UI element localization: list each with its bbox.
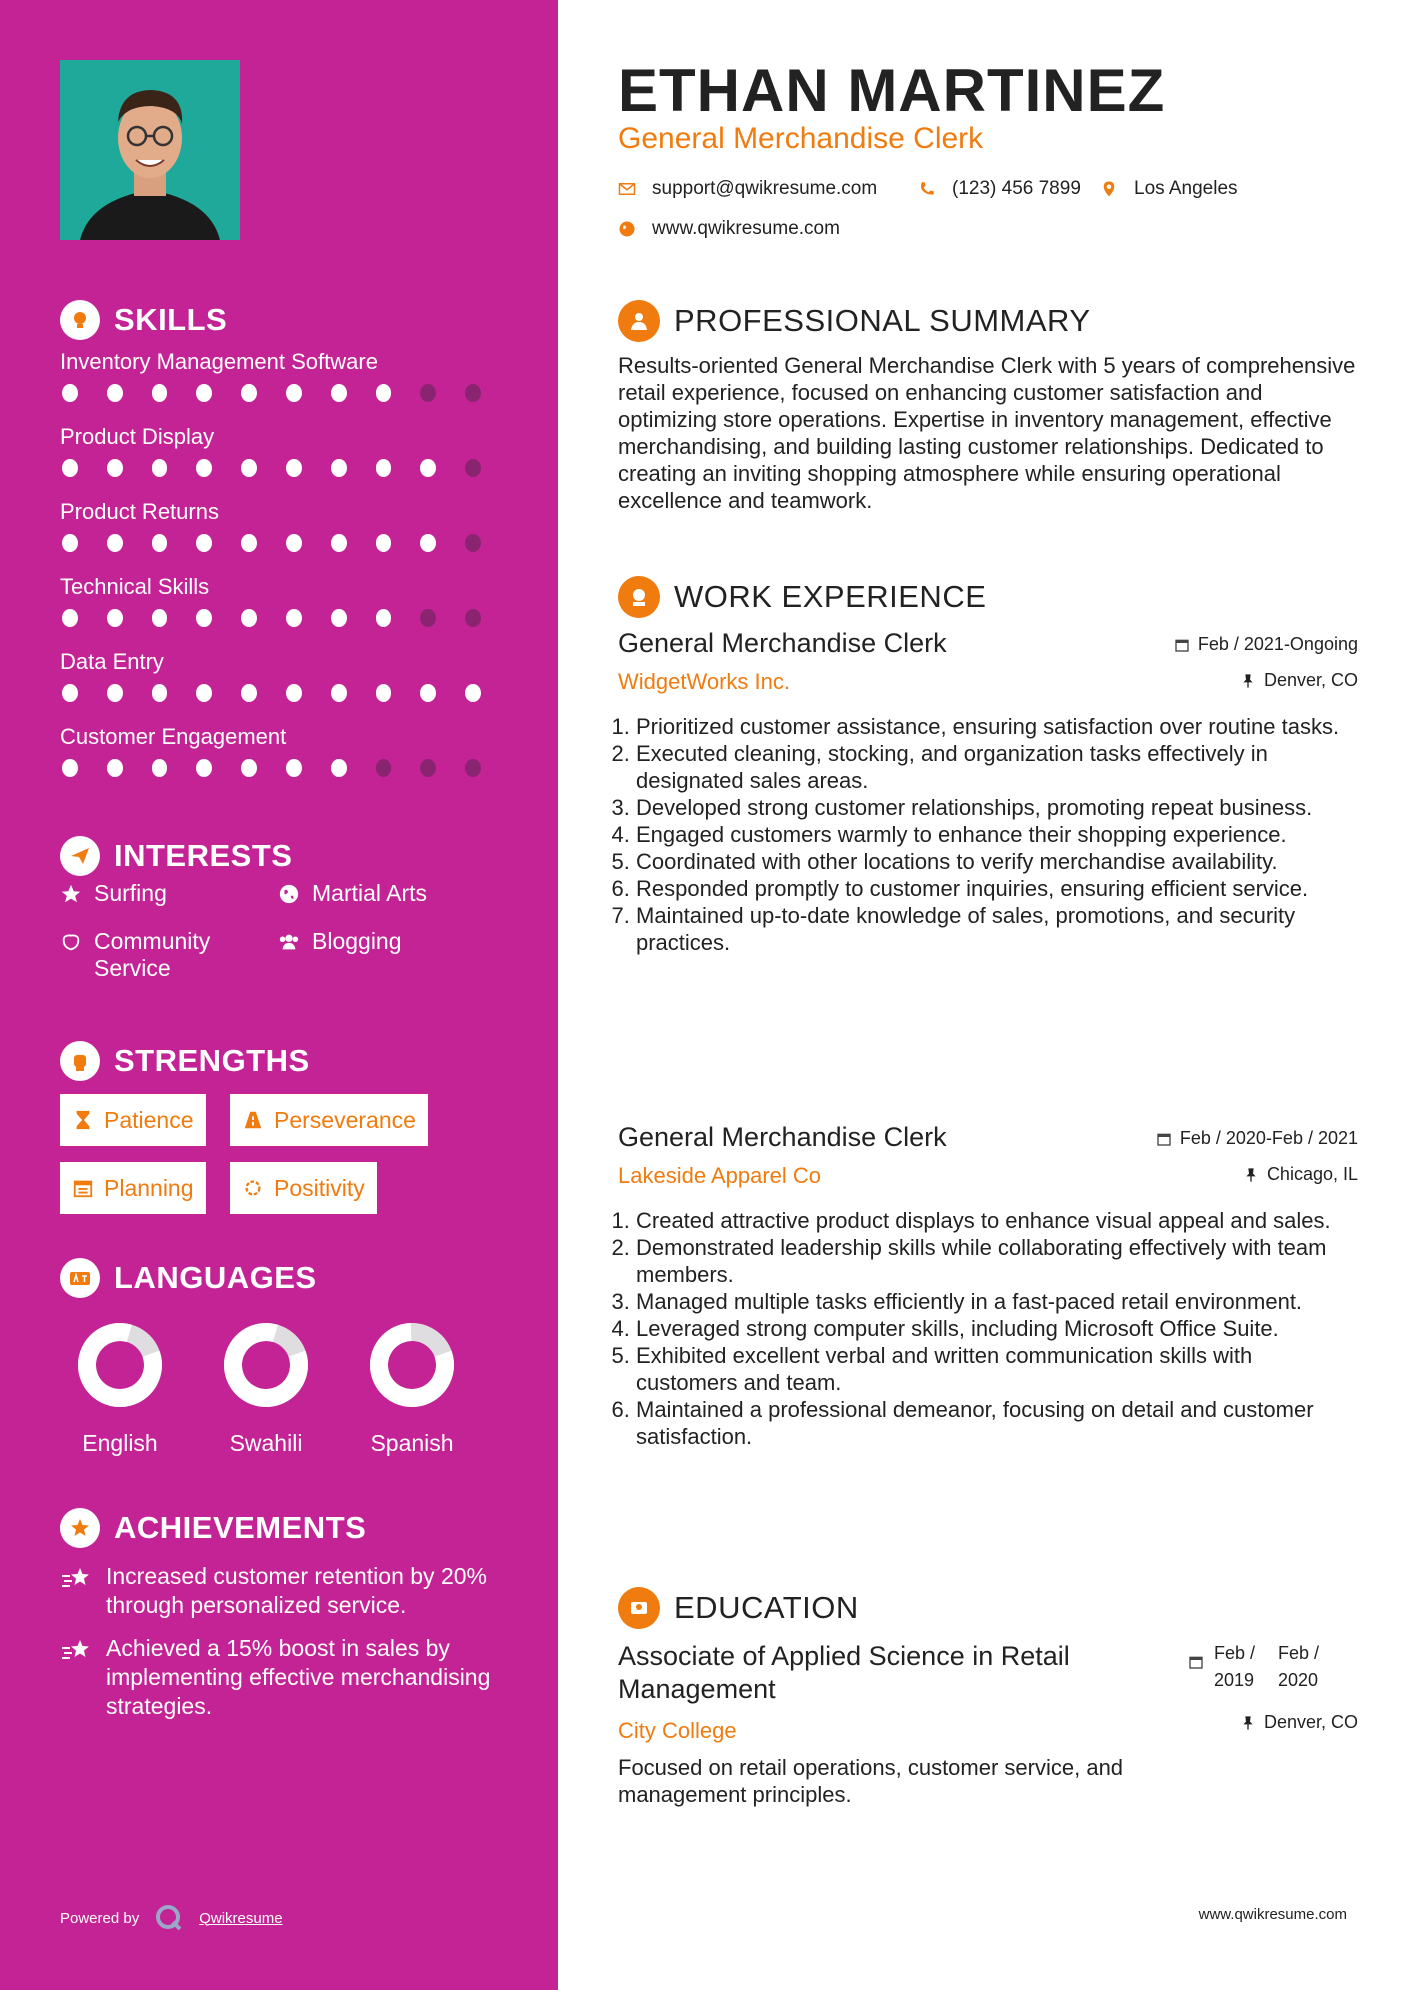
- skill-dot-filled: [241, 609, 257, 627]
- contact-location: [1100, 178, 1238, 200]
- strengths-title: STRENGTHS: [114, 1043, 310, 1078]
- powered-by: [60, 1902, 283, 1934]
- skill-dot-filled: [286, 609, 302, 627]
- pushpin-icon: [1240, 673, 1256, 689]
- job-bullet: 3. Managed multiple tasks efficiently in a fast-paced retail environment.: [636, 1288, 1358, 1315]
- achievement-item: [60, 1634, 500, 1721]
- skill-dot-filled: [196, 384, 212, 402]
- skill-dot-filled: [241, 459, 257, 477]
- location-text: Los Angeles: [1134, 178, 1238, 199]
- job-bullet: 4. Engaged customers warmly to enhance their shopping experience.: [636, 821, 1358, 848]
- skills-title: SKILLS: [114, 302, 228, 337]
- skill-dot-filled: [196, 534, 212, 552]
- education-entry: [618, 1640, 1358, 1808]
- job-title: General Merchandise Clerk: [618, 628, 947, 658]
- skill-dot-empty: [420, 759, 436, 777]
- skill-dot-filled: [62, 609, 78, 627]
- skill-dot-filled: [331, 609, 347, 627]
- skill-level-dots: [60, 759, 510, 777]
- interest-item: [278, 880, 427, 907]
- shooting-star-icon: [60, 1562, 92, 1594]
- skill-dot-filled: [196, 459, 212, 477]
- powered-by-label: Powered by: [60, 1909, 140, 1927]
- skill-dot-filled: [376, 384, 392, 402]
- skill-dot-filled: [286, 534, 302, 552]
- job-location-text: Chicago, IL: [1266, 1164, 1358, 1184]
- skill-dot-filled: [62, 459, 78, 477]
- skill-dot-filled: [331, 759, 347, 777]
- main-content: [558, 0, 1407, 1990]
- summary-text: Results-oriented General Merchandise Clerk with 5 years of comprehensive retail experience, focused on enhancing customer satisfaction and optimizing store operations. Expertise in inventory management, effective merchandising, and building lasting customer relationships. Dedicated to creating an inviting shopping atmosphere while ensuring operational excellence and teamwork.: [618, 353, 1356, 513]
- interest-label: Community Service: [94, 928, 211, 981]
- profile-photo: [60, 60, 240, 240]
- skill-level-dots: [60, 459, 510, 477]
- education-title: EDUCATION: [674, 1590, 859, 1625]
- skill-level-dots: [60, 609, 510, 627]
- qwikresume-logo-icon: [153, 1902, 185, 1934]
- skill-dot-filled: [331, 384, 347, 402]
- job-bullets: [618, 1207, 1358, 1450]
- achievement-text: Increased customer retention by 20% through personalized service.: [106, 1563, 487, 1618]
- skill-level-dots: [60, 384, 510, 402]
- experience-title: WORK EXPERIENCE: [674, 579, 987, 614]
- sun-icon: [242, 1177, 264, 1199]
- education-location-text: Denver, CO: [1263, 1712, 1358, 1732]
- skill-item: [60, 423, 510, 498]
- job-bullet: 2. Demonstrated leadership skills while collaborating effectively with team members.: [636, 1234, 1358, 1288]
- skill-dot-filled: [376, 684, 392, 702]
- achievements-title: ACHIEVEMENTS: [114, 1510, 367, 1545]
- strength-label: Planning: [104, 1174, 194, 1201]
- skill-dot-filled: [286, 684, 302, 702]
- skill-dot-filled: [420, 684, 436, 702]
- sidebar: [0, 0, 558, 1990]
- pushpin-icon: [1240, 1715, 1256, 1731]
- skill-dot-filled: [420, 534, 436, 552]
- skill-dot-filled: [107, 459, 123, 477]
- phone-icon: [918, 180, 936, 198]
- calendar-icon: [1188, 1654, 1204, 1670]
- achievements-list: [60, 1562, 500, 1735]
- skill-item: [60, 348, 510, 423]
- language-level-ring: [367, 1320, 457, 1410]
- skill-dot-filled: [241, 759, 257, 777]
- skill-dot-filled: [331, 459, 347, 477]
- skill-dot-filled: [241, 534, 257, 552]
- skill-label: Customer Engagement: [60, 724, 287, 749]
- job-entry: [618, 628, 1358, 956]
- skill-dot-filled: [196, 759, 212, 777]
- education-degree: Associate of Applied Science in Retail Management: [618, 1641, 1070, 1704]
- languages-title: LANGUAGES: [114, 1260, 317, 1295]
- skill-dot-filled: [331, 684, 347, 702]
- skill-dot-empty: [465, 459, 481, 477]
- skill-item: [60, 573, 510, 648]
- job-date-text: Feb / 2021-Ongoing: [1197, 634, 1358, 654]
- achievement-item: [60, 1562, 500, 1620]
- skill-dot-filled: [62, 759, 78, 777]
- job-date: [1174, 634, 1358, 655]
- trophy-icon: [60, 1508, 100, 1548]
- hand-icon: [60, 931, 82, 953]
- language-level-ring: [75, 1320, 165, 1410]
- education-description: Focused on retail operations, customer service, and management principles.: [618, 1755, 1124, 1807]
- skill-dot-filled: [107, 534, 123, 552]
- contact-website[interactable]: [618, 218, 840, 240]
- interest-item: [60, 880, 167, 907]
- strength-label: Positivity: [274, 1174, 365, 1201]
- calendar-icon: [1174, 637, 1190, 653]
- candidate-name: ETHAN MARTINEZ: [618, 57, 1166, 124]
- shooting-star-icon: [60, 1634, 92, 1666]
- skill-dot-filled: [376, 459, 392, 477]
- skill-dot-filled: [420, 459, 436, 477]
- skill-dot-filled: [62, 384, 78, 402]
- language-label: English: [82, 1430, 158, 1456]
- strength-label: Perseverance: [274, 1106, 416, 1133]
- pushpin-icon: [1243, 1167, 1259, 1183]
- job-location-text: Denver, CO: [1263, 670, 1358, 690]
- map-pin-icon: [1100, 180, 1118, 198]
- briefcase-icon: [618, 576, 660, 618]
- skill-dot-filled: [152, 459, 168, 477]
- skill-dot-filled: [62, 534, 78, 552]
- calendar-icon: [72, 1177, 94, 1199]
- job-bullet: 4. Leveraged strong computer skills, including Microsoft Office Suite.: [636, 1315, 1358, 1342]
- skill-dot-filled: [196, 684, 212, 702]
- skill-dot-filled: [152, 684, 168, 702]
- skill-dot-filled: [465, 684, 481, 702]
- skill-dot-filled: [196, 609, 212, 627]
- user-icon: [618, 300, 660, 342]
- job-date-text: Feb / 2020-Feb / 2021: [1179, 1128, 1358, 1148]
- strength-tag: [60, 1094, 206, 1146]
- language-item: [60, 1320, 180, 1457]
- job-location: [1240, 670, 1358, 691]
- skill-dot-filled: [107, 684, 123, 702]
- skill-dot-filled: [107, 609, 123, 627]
- skill-dot-empty: [465, 534, 481, 552]
- skill-dot-filled: [286, 384, 302, 402]
- strength-tag: [230, 1094, 428, 1146]
- paper-plane-icon: [60, 836, 100, 876]
- skill-dot-empty: [420, 609, 436, 627]
- skill-dot-filled: [152, 759, 168, 777]
- languages-heading: [60, 1258, 317, 1298]
- skill-dot-filled: [376, 609, 392, 627]
- skill-dot-filled: [152, 609, 168, 627]
- job-bullet: 6. Maintained a professional demeanor, focusing on detail and customer satisfaction.: [636, 1396, 1358, 1450]
- skill-item: [60, 723, 510, 798]
- job-bullet: 3. Developed strong customer relationships, promoting repeat business.: [636, 794, 1358, 821]
- interest-item: [278, 928, 402, 955]
- education-school: City College: [618, 1718, 737, 1743]
- lightbulb-icon: [60, 300, 100, 340]
- star-icon: [60, 883, 82, 905]
- globe-icon: [278, 883, 300, 905]
- skill-dot-filled: [62, 684, 78, 702]
- summary-heading: [618, 300, 1091, 342]
- skill-dot-filled: [152, 384, 168, 402]
- skill-label: Data Entry: [60, 649, 164, 674]
- skill-dot-filled: [376, 534, 392, 552]
- job-bullet: 2. Executed cleaning, stocking, and organization tasks effectively in designated sales areas.: [636, 740, 1358, 794]
- footer-website-link[interactable]: www.qwikresume.com: [1198, 1906, 1347, 1923]
- job-bullet: 1. Created attractive product displays to enhance visual appeal and sales.: [636, 1207, 1358, 1234]
- powered-by-brand-link[interactable]: Qwikresume: [199, 1909, 283, 1927]
- strength-tag: [230, 1162, 377, 1214]
- skill-dot-filled: [107, 759, 123, 777]
- education-dates: [1188, 1640, 1342, 1694]
- interests-title: INTERESTS: [114, 838, 293, 873]
- strength-label: Patience: [104, 1106, 194, 1133]
- road-icon: [242, 1109, 264, 1131]
- education-heading: [618, 1587, 859, 1629]
- strength-tag: [60, 1162, 206, 1214]
- users-icon: [278, 931, 300, 953]
- job-bullet: 7. Maintained up-to-date knowledge of sales, promotions, and security practices.: [636, 902, 1358, 956]
- phone-text: (123) 456 7899: [952, 178, 1081, 199]
- interest-label: Martial Arts: [312, 880, 428, 906]
- skill-label: Inventory Management Software: [60, 349, 378, 374]
- language-item: [206, 1320, 326, 1457]
- job-date: [1156, 1128, 1358, 1149]
- graduation-icon: [618, 1587, 660, 1629]
- skill-dot-empty: [420, 384, 436, 402]
- skill-dot-empty: [465, 609, 481, 627]
- skill-label: Product Display: [60, 424, 215, 449]
- interests-heading: [60, 836, 292, 876]
- interest-label: Blogging: [312, 928, 402, 954]
- language-item: [352, 1320, 472, 1457]
- candidate-role: General Merchandise Clerk: [618, 122, 984, 155]
- envelope-icon: [618, 180, 636, 198]
- skill-item: [60, 498, 510, 573]
- website-text: www.qwikresume.com: [652, 218, 840, 239]
- skill-dot-filled: [331, 534, 347, 552]
- language-label: Spanish: [370, 1430, 454, 1456]
- job-entry: [618, 1122, 1358, 1450]
- language-label: Swahili: [229, 1430, 303, 1456]
- calendar-icon: [1156, 1131, 1172, 1147]
- skill-label: Technical Skills: [60, 574, 210, 599]
- job-bullet: 6. Responded promptly to customer inquiries, ensuring efficient service.: [636, 875, 1358, 902]
- education-location: [1240, 1712, 1358, 1733]
- hourglass-icon: [72, 1109, 94, 1131]
- globe-icon: [618, 220, 636, 238]
- education-date-start: Feb / 2019: [1214, 1643, 1256, 1690]
- skill-level-dots: [60, 684, 510, 702]
- skill-dot-empty: [376, 759, 392, 777]
- summary-title: PROFESSIONAL SUMMARY: [674, 303, 1091, 338]
- job-company: Lakeside Apparel Co: [618, 1163, 822, 1188]
- strengths-heading: [60, 1041, 310, 1081]
- experience-heading: [618, 576, 986, 618]
- skill-dot-filled: [286, 759, 302, 777]
- job-bullet: 5. Exhibited excellent verbal and written communication skills with customers and team.: [636, 1342, 1358, 1396]
- job-bullet: 1. Prioritized customer assistance, ensuring satisfaction over routine tasks.: [636, 713, 1358, 740]
- job-location: [1243, 1164, 1358, 1185]
- skill-dot-filled: [152, 534, 168, 552]
- job-bullet: 5. Coordinated with other locations to verify merchandise availability.: [636, 848, 1358, 875]
- fist-icon: [60, 1041, 100, 1081]
- achievement-text: Achieved a 15% boost in sales by implementing effective merchandising strategies.: [106, 1635, 491, 1719]
- job-company: WidgetWorks Inc.: [618, 669, 790, 694]
- skill-dot-filled: [241, 384, 257, 402]
- skill-level-dots: [60, 534, 510, 552]
- job-title: General Merchandise Clerk: [618, 1122, 947, 1152]
- skill-label: Product Returns: [60, 499, 219, 524]
- skills-list: [60, 348, 510, 798]
- email-text: support@qwikresume.com: [652, 178, 878, 199]
- job-bullets: [618, 713, 1358, 956]
- skills-heading: [60, 300, 227, 340]
- skill-dot-filled: [286, 459, 302, 477]
- contact-email[interactable]: [618, 178, 877, 200]
- contact-phone[interactable]: [918, 178, 1081, 200]
- skill-dot-empty: [465, 384, 481, 402]
- achievements-heading: [60, 1508, 366, 1548]
- skill-dot-filled: [241, 684, 257, 702]
- language-level-ring: [221, 1320, 311, 1410]
- skill-dot-filled: [107, 384, 123, 402]
- skill-item: [60, 648, 510, 723]
- skill-dot-empty: [465, 759, 481, 777]
- education-date-end: Feb / 2020: [1278, 1643, 1320, 1690]
- interest-label: Surfing: [94, 880, 167, 906]
- interest-item: [60, 928, 260, 982]
- language-icon: [60, 1258, 100, 1298]
